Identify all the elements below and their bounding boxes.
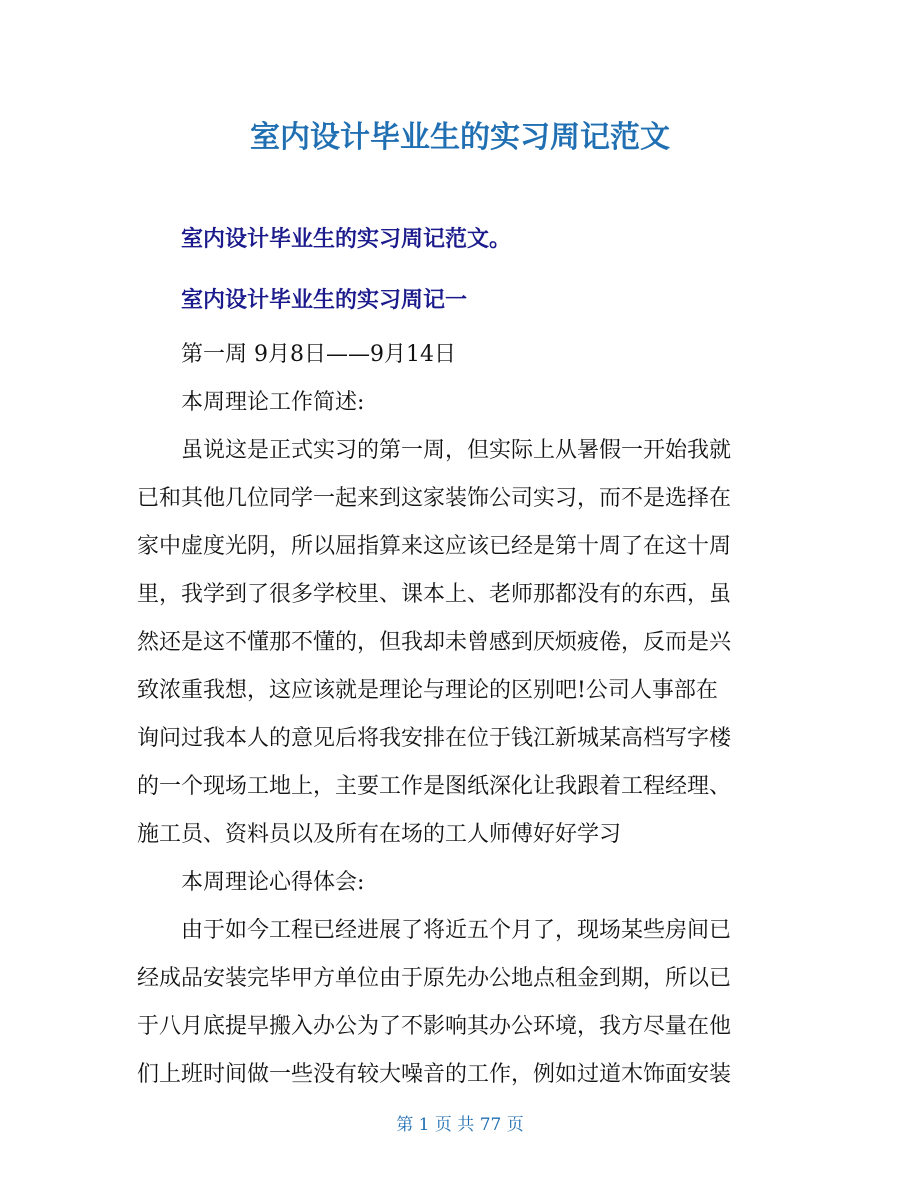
paragraph-line: 虽说这是正式实习的第一周，但实际上从暑假一开始我就	[181, 438, 732, 463]
document-title: 室内设计毕业生的实习周记范文	[250, 120, 670, 155]
paragraph-line: 询问过我本人的意见后将我安排在位于钱江新城某高档写字楼	[137, 726, 732, 751]
week-date-line: 第一周 9月8日——9月14日	[181, 342, 456, 367]
paragraph-line: 然还是这不懂那不懂的，但我却未曾感到厌烦疲倦，反而是兴	[137, 630, 732, 655]
paragraph-line: 经成品安装完毕甲方单位由于原先办公地点租金到期，所以已	[137, 966, 732, 991]
section-heading-main: 室内设计毕业生的实习周记范文。	[181, 227, 512, 252]
paragraph-line: 里，我学到了很多学校里、课本上、老师那都没有的东西，虽	[137, 582, 732, 607]
work-summary-label: 本周理论工作简述:	[181, 390, 365, 415]
paragraph-line: 于八月底提早搬入办公为了不影响其办公环境，我方尽量在他	[137, 1014, 732, 1039]
section-heading-week-one: 室内设计毕业生的实习周记一	[181, 288, 468, 313]
paragraph-line: 的一个现场工地上，主要工作是图纸深化让我跟着工程经理、	[137, 774, 732, 799]
paragraph-line: 们上班时间做一些没有较大噪音的工作，例如过道木饰面安装	[137, 1062, 732, 1087]
experience-label: 本周理论心得体会:	[181, 870, 365, 895]
paragraph-line: 由于如今工程已经进展了将近五个月了，现场某些房间已	[181, 918, 732, 943]
paragraph-line: 致浓重我想，这应该就是理论与理论的区别吧!公司人事部在	[137, 678, 718, 703]
page-footer: 第 1 页 共 77 页	[396, 1115, 524, 1135]
paragraph-line: 施工员、资料员以及所有在场的工人师傅好好学习	[137, 822, 622, 847]
paragraph-line: 已和其他几位同学一起来到这家装饰公司实习，而不是选择在	[137, 486, 732, 511]
paragraph-line: 家中虚度光阴，所以屈指算来这应该已经是第十周了在这十周	[137, 534, 732, 559]
